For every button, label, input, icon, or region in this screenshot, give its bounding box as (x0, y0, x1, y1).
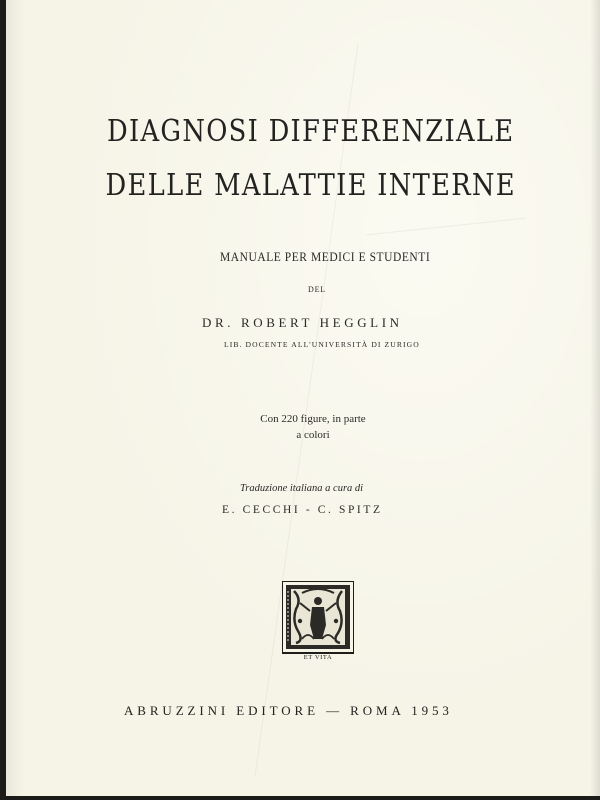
book-subtitle: MANUALE PER MEDICI E STUDENTI (220, 250, 431, 264)
emblem-motto-text: ET VITA (303, 654, 333, 661)
paper-crease (366, 218, 525, 236)
translators: E. CECCHI - C. SPITZ (222, 504, 383, 516)
figures-note-line-2: a colori (296, 429, 330, 441)
translation-credit: Traduzione italiana a cura di (240, 483, 364, 494)
paper-crease (255, 44, 359, 777)
author-name: DR. ROBERT HEGGLIN (202, 315, 403, 330)
publisher-imprint: ABRUZZINI EDITORE — ROMA 1953 (124, 703, 453, 718)
book-title-line-1: DIAGNOSI DIFFERENZIALE (107, 114, 515, 149)
publisher-emblem-icon (282, 581, 354, 661)
figures-note-line-1: Con 220 figure, in parte (260, 413, 366, 425)
page-edge-shadow (590, 0, 600, 796)
title-page (6, 0, 600, 796)
author-affiliation: LIB. DOCENTE ALL'UNIVERSITÀ DI ZURIGO (224, 340, 420, 349)
byline-preposition: DEL (308, 285, 326, 294)
book-title-line-2: DELLE MALATTIE INTERNE (105, 168, 516, 203)
